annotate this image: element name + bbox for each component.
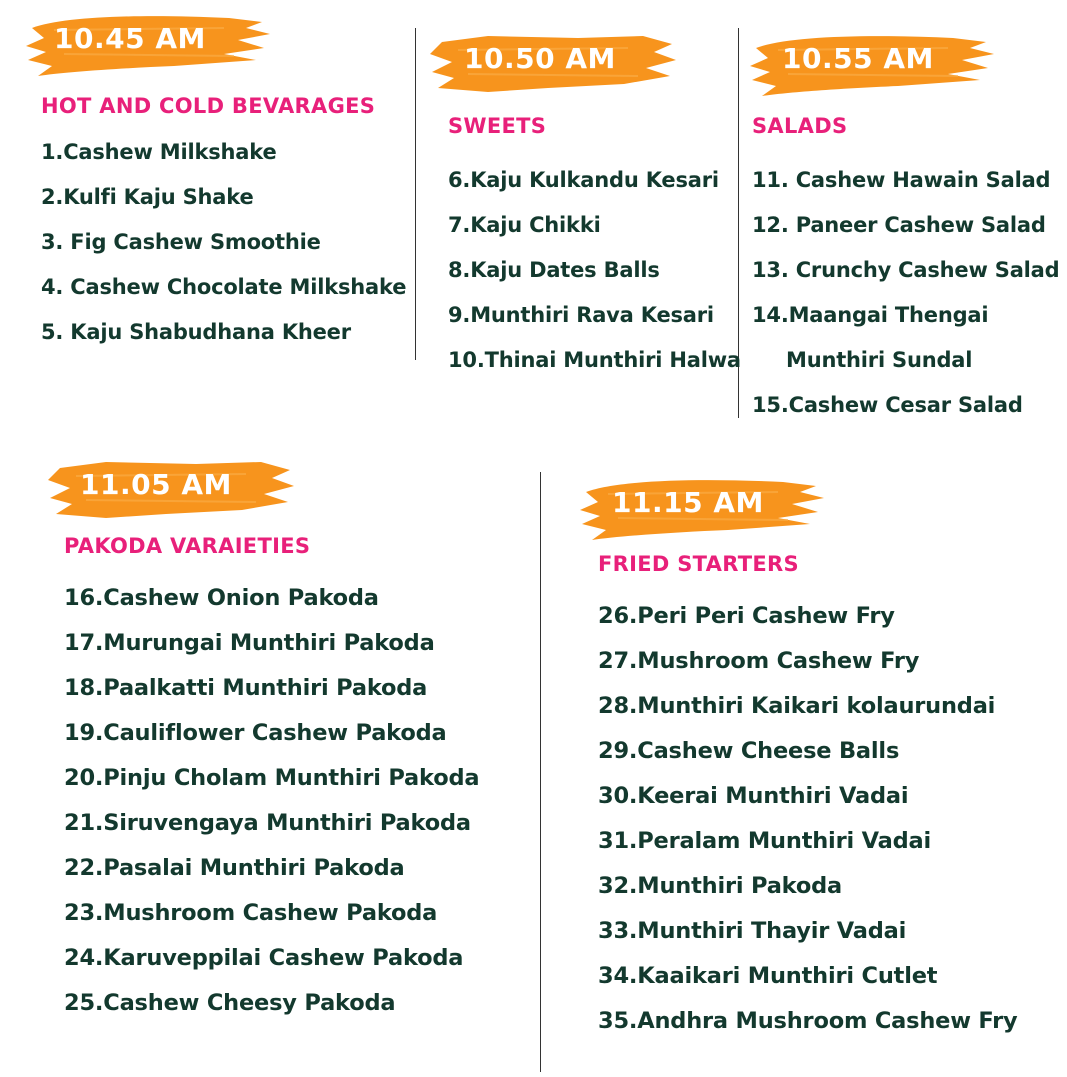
time-badge (24, 10, 274, 72)
menu-item: 18.Paalkatti Munthiri Pakoda (64, 675, 428, 701)
time-badge (748, 30, 998, 92)
time-label: 10.50 AM (464, 42, 616, 75)
menu-item: 12. Paneer Cashew Salad (752, 213, 1046, 237)
category-heading: SALADS (752, 114, 848, 138)
time-badge (428, 30, 678, 92)
menu-item: 17.Murungai Munthiri Pakoda (64, 630, 435, 656)
menu-item: 23.Mushroom Cashew Pakoda (64, 900, 438, 926)
menu-item: 6.Kaju Kulkandu Kesari (448, 168, 719, 192)
time-label: 10.55 AM (782, 42, 934, 75)
menu-item: 34.Kaaikari Munthiri Cutlet (598, 963, 938, 989)
menu-item: 10.Thinai Munthiri Halwa (448, 348, 741, 372)
menu-section-pakoda (46, 456, 479, 1026)
menu-section-beverages (24, 10, 406, 355)
menu-item: 35.Andhra Mushroom Cashew Fry (598, 1008, 1018, 1034)
menu-item: 19.Cauliflower Cashew Pakoda (64, 720, 447, 746)
time-label: 10.45 AM (54, 22, 206, 55)
menu-item: 7.Kaju Chikki (448, 213, 601, 237)
menu-item: 24.Karuveppilai Cashew Pakoda (64, 945, 464, 971)
divider-line-3 (540, 472, 541, 1072)
menu-section-sweets (428, 30, 741, 383)
menu-section-salads (748, 30, 1059, 428)
menu-item: 20.Pinju Cholam Munthiri Pakoda (64, 765, 480, 791)
menu-item: 16.Cashew Onion Pakoda (64, 585, 379, 611)
menu-item-list (598, 594, 1018, 1044)
menu-item: 33.Munthiri Thayir Vadai (598, 918, 907, 944)
menu-item: 8.Kaju Dates Balls (448, 258, 660, 282)
menu-item: 9.Munthiri Rava Kesari (448, 303, 714, 327)
menu-item: 26.Peri Peri Cashew Fry (598, 603, 895, 629)
menu-item: 11. Cashew Hawain Salad (752, 168, 1051, 192)
menu-item: 30.Keerai Munthiri Vadai (598, 783, 909, 809)
menu-item: 3. Fig Cashew Smoothie (41, 230, 321, 254)
category-heading: SWEETS (448, 114, 547, 138)
menu-item: 2.Kulfi Kaju Shake (41, 185, 254, 209)
menu-item-list (64, 576, 479, 1026)
category-heading: FRIED STARTERS (598, 552, 799, 576)
divider-line-1 (415, 28, 416, 360)
category-heading: PAKODA VARAIETIES (64, 534, 311, 558)
menu-item: 13. Crunchy Cashew Salad (752, 258, 1060, 282)
menu-item: 22.Pasalai Munthiri Pakoda (64, 855, 405, 881)
menu-section-fried-starters (578, 474, 1018, 1044)
menu-item: 25.Cashew Cheesy Pakoda (64, 990, 396, 1016)
menu-item-continuation: Munthiri Sundal (786, 348, 973, 372)
menu-item: 32.Munthiri Pakoda (598, 873, 842, 899)
time-label: 11.05 AM (80, 468, 232, 501)
menu-item: 21.Siruvengaya Munthiri Pakoda (64, 810, 471, 836)
menu-item: 14.Maangai Thengai (752, 303, 989, 327)
menu-item-list (752, 158, 1059, 428)
menu-item-list (448, 158, 741, 383)
menu-item: 4. Cashew Chocolate Milkshake (41, 275, 407, 299)
menu-item: 28.Munthiri Kaikari kolaurundai (598, 693, 996, 719)
menu-item: 5. Kaju Shabudhana Kheer (41, 320, 351, 344)
category-heading: HOT AND COLD BEVARAGES (41, 94, 376, 118)
menu-item-list (41, 130, 406, 355)
menu-item: 29.Cashew Cheese Balls (598, 738, 900, 764)
menu-item: 31.Peralam Munthiri Vadai (598, 828, 931, 854)
time-badge (578, 474, 828, 536)
menu-item: 1.Cashew Milkshake (41, 140, 277, 164)
menu-item: 15.Cashew Cesar Salad (752, 393, 1023, 417)
menu-item: 27.Mushroom Cashew Fry (598, 648, 920, 674)
time-badge (46, 456, 296, 518)
time-label: 11.15 AM (612, 486, 764, 519)
